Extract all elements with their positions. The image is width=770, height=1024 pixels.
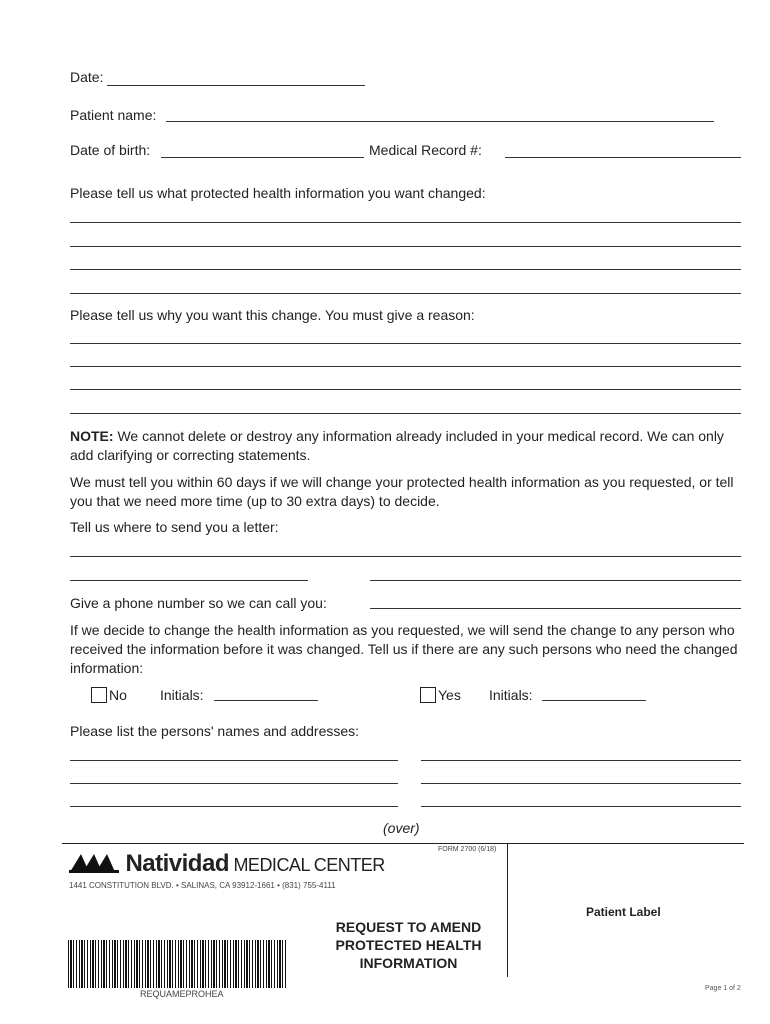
phone-field[interactable] <box>370 608 741 609</box>
no-label: No <box>109 687 127 703</box>
dob-label: Date of birth: <box>70 142 151 158</box>
address-line: 1441 CONSTITUTION BLVD. • SALINAS, CA 93912-1661 • (831) 755-4111 <box>69 881 336 890</box>
q1-line[interactable] <box>70 269 741 270</box>
q1-prompt: Please tell us what protected health information you want changed: <box>70 185 486 201</box>
form-code: FORM 2700 (6/18) <box>438 846 497 853</box>
letter-prompt: Tell us where to send you a letter: <box>70 519 279 535</box>
dob-field[interactable] <box>161 157 364 158</box>
persons-line[interactable] <box>421 760 741 761</box>
mrn-field[interactable] <box>505 157 741 158</box>
no-option <box>91 687 127 703</box>
letter-address-line[interactable] <box>70 580 308 581</box>
natividad-logo <box>69 850 385 880</box>
over-indicator: (over) <box>383 820 420 836</box>
note-text: We cannot delete or destroy any information already included in your medical record. We can only add clarifying or correcting statements. <box>70 428 724 463</box>
form-title: REQUEST TO AMEND PROTECTED HEALTH INFORMATION <box>335 919 482 971</box>
persons-line[interactable] <box>70 783 398 784</box>
q2-line[interactable] <box>70 343 741 344</box>
q2-line[interactable] <box>70 413 741 414</box>
notice-paragraph: We must tell you within 60 days if we will change your protected health information as you requested, or tell you that we need more time (up to 30 extra days) to decide. <box>70 474 734 509</box>
q1-line[interactable] <box>70 246 741 247</box>
yes-initials-field[interactable] <box>542 700 646 701</box>
q2-line[interactable] <box>70 389 741 390</box>
yes-label: Yes <box>438 687 461 703</box>
no-initials-label: Initials: <box>160 687 204 703</box>
persons-line[interactable] <box>70 806 398 807</box>
persons-prompt: Please list the persons' names and addresses: <box>70 723 360 739</box>
patient-name-field[interactable] <box>166 121 714 122</box>
barcode <box>68 940 286 988</box>
logo-suffix: MEDICAL CENTER <box>233 855 385 875</box>
yes-initials-label: Initials: <box>489 687 533 703</box>
letter-address-line[interactable] <box>370 580 741 581</box>
letter-address-line[interactable] <box>70 556 741 557</box>
persons-line[interactable] <box>421 806 741 807</box>
patient-label-box: Patient Label <box>586 905 661 919</box>
inform-paragraph: If we decide to change the health information as you requested, we will send the change to any person who received the information before it was changed. Tell us if there are any such persons who need the changed information: <box>70 622 738 676</box>
q1-line[interactable] <box>70 222 741 223</box>
date-field[interactable] <box>107 85 365 86</box>
yes-checkbox[interactable] <box>420 687 436 703</box>
yes-option <box>420 687 461 703</box>
q1-line[interactable] <box>70 293 741 294</box>
q2-prompt: Please tell us why you want this change. You must give a reason: <box>70 307 475 323</box>
patient-name-label: Patient name: <box>70 107 157 123</box>
mrn-label: Medical Record #: <box>369 142 482 158</box>
q2-line[interactable] <box>70 366 741 367</box>
note-paragraph <box>70 427 742 465</box>
persons-line[interactable] <box>70 760 398 761</box>
no-initials-field[interactable] <box>214 700 318 701</box>
no-checkbox[interactable] <box>91 687 107 703</box>
natividad-logo-icon <box>69 850 121 874</box>
persons-line[interactable] <box>421 783 741 784</box>
page-number: Page 1 of 2 <box>705 985 741 992</box>
date-label: Date: <box>70 69 104 85</box>
note-bold: NOTE: <box>70 428 114 444</box>
footer-vertical-divider <box>507 843 508 977</box>
barcode-text: REQUAMEPROHEA <box>140 989 224 999</box>
phone-prompt: Give a phone number so we can call you: <box>70 595 327 611</box>
logo-name: Natividad <box>125 850 229 877</box>
footer-divider <box>62 843 744 844</box>
